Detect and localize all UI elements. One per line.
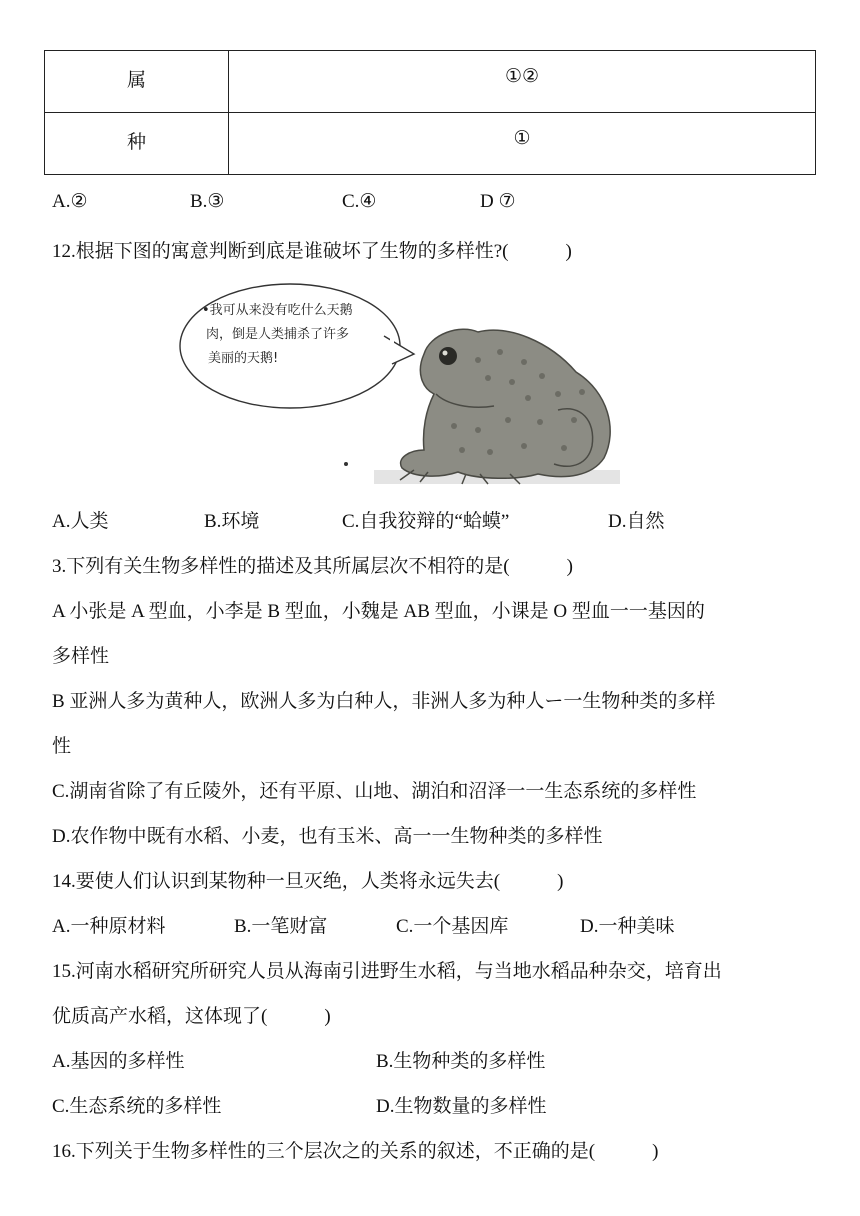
q12-option-a[interactable]: A.人类: [52, 511, 109, 532]
table-row: [45, 113, 816, 175]
q15-option-d[interactable]: D.生物数量的多样性: [376, 1096, 547, 1117]
q14-option-b[interactable]: B.一笔财富: [234, 916, 328, 937]
q13-option-a-line1[interactable]: A 小张是 A 型血，小李是 B 型血，小魏是 AB 型血，小课是 O 型血一一基因的: [52, 601, 705, 622]
q13-option-d[interactable]: D.农作物中既有水稻、小麦，也有玉米、高一一生物种类的多样性: [52, 826, 603, 847]
value-cell: ①②: [229, 51, 816, 113]
q14-stem: 14.要使人们认识到某物种一旦灭绝，人类将永远失去( ): [52, 871, 564, 892]
rank-cell: 属: [45, 51, 229, 113]
toad-illustration: [178, 280, 628, 486]
q14-option-a[interactable]: A.一种原材料: [52, 916, 166, 937]
classification-table: [44, 50, 816, 175]
q12-option-c[interactable]: C.自我狡辩的“蛤蟆”: [342, 511, 510, 532]
q13-stem: 3.下列有关生物多样性的描述及其所属层次不相符的是( ): [52, 556, 573, 577]
q15-option-a[interactable]: A.基因的多样性: [52, 1051, 185, 1072]
q12-option-b[interactable]: B.环境: [204, 511, 260, 532]
q15-option-c[interactable]: C.生态系统的多样性: [52, 1096, 222, 1117]
q13-option-b-line2[interactable]: 性: [52, 736, 72, 757]
q11-option-a[interactable]: A.②: [52, 191, 88, 212]
table-row: [45, 51, 816, 113]
q13-option-b-line1[interactable]: B 亚洲人多为黄种人，欧洲人多为白种人，非洲人多为种人ー一生物种类的多样: [52, 691, 716, 712]
q14-option-d[interactable]: D.一种美味: [580, 916, 675, 937]
bubble-line-1: •我可从来没有吃什么天鹅: [202, 303, 353, 318]
q15-stem-line2: 优质高产水稻，这体现了( ): [52, 1006, 331, 1027]
rank-cell: 种: [45, 113, 229, 175]
q11-option-c[interactable]: C.④: [342, 191, 377, 212]
q13-option-a-line2[interactable]: 多样性: [52, 646, 110, 667]
value-cell: ①: [229, 113, 816, 175]
q15-option-b[interactable]: B.生物种类的多样性: [376, 1051, 546, 1072]
bubble-line-3: 美丽的天鹅!: [208, 351, 279, 366]
q11-option-d[interactable]: D ⑦: [480, 191, 516, 212]
q13-option-c[interactable]: C.湖南省除了有丘陵外，还有平原、山地、湖泊和沼泽一一生态系统的多样性: [52, 781, 697, 802]
q16-stem: 16.下列关于生物多样性的三个层次之的关系的叙述，不正确的是( ): [52, 1141, 659, 1162]
q15-stem-line1: 15.河南水稻研究所研究人员从海南引进野生水稻，与当地水稻品种杂交，培育出: [52, 961, 722, 982]
q14-option-c[interactable]: C.一个基因库: [396, 916, 509, 937]
q12-stem: 12.根据下图的寓意判断到底是谁破坏了生物的多样性?( ): [52, 241, 572, 262]
bubble-line-2: 肉，倒是人类捕杀了许多: [206, 327, 350, 342]
q11-option-b[interactable]: B.③: [190, 191, 225, 212]
q12-option-d[interactable]: D.自然: [608, 511, 665, 532]
